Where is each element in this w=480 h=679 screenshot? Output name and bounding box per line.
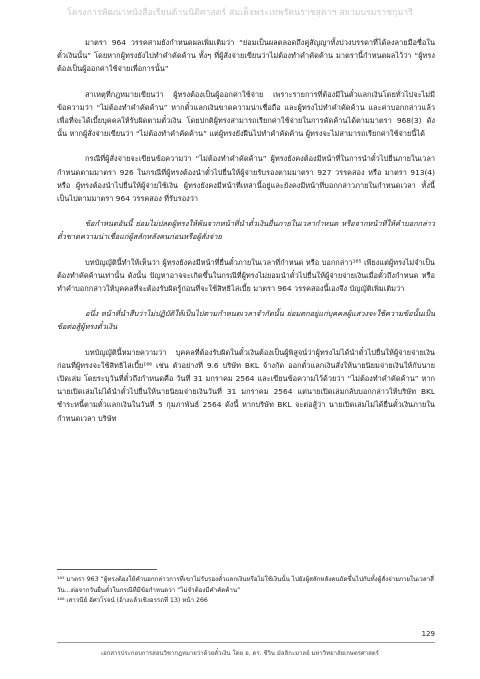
- page-body: [57, 36, 435, 437]
- paragraph-5: บทบัญญัตินี้หมายความว่า บุคคลที่ต้องรับผิดในตั๋วเงินต้องเป็นผู้พิสูจน์ว่าผู้ทรงไม่ได้นำตั๋วไปยื่นให้ผู้จ่ายจ่ายเงินก่อนที่ผู้ทรงจะใช้สิทธิไล่เบี้ย¹⁶⁶ เช่น ตัวอย่างที่ 9.6 บริษัท BKL จ้างกัด ออกตั๋วแลกเงินสั่งให้นายนิยมจ่ายเงินให้กับนายเปิดเล่ม โดยระบุวันที่ตั๋วถึงกำหนดคือ วันที่ 31 มกราคม 2564 และเขียนข้อความไว้ด้วยว่า “ไม่ต้องทำคำคัดค้าน” หากนายเปิดเล่มไม่ได้นำตั๋วไปยื่นให้นายนิยมจ่ายเงินวันที่ 31 มกราคม 2564 แต่นายเปิดเล่มกลับบอกกล่าวให้บริษัท BKL ชำระหนี้ตามตั๋วแลกเงินในวันที่ 5 กุมภาพันธ์ 2564 ดังนี้ หากบริษัท BKL จะต่อสู้ว่า นายเปิดเล่มไม่ได้ยื่นตั๋วเงินภายในกำหนดเวลา บริษัท: [57, 347, 435, 423]
- footnote-divider: [57, 569, 157, 570]
- paragraph-2: สาเหตุที่กฎหมายเขียนว่า ผู้ทรงต้องเป็นผู้ออกค่าใช้จ่าย เพราะรายการที่ต้องมีในตั๋วแลกเงินโดยทั่วไปจะไม่มีข้อความว่า “ไม่ต้องทำคำคัดค้าน” หากตั๋วแลกเงินขาดความน่าเชื่อถือ และผู้ทรงไปทำคำคัดค้าน และค่าบอกกล่าวแล้ว เพื่อที่จะได้เบี้ยบุคคลให้รับผิดตามตั๋วเงิน โดยปกติผู้ทรงสามารถเรียกค่าใช้จ่ายในการคัดค้านได้ตามมาตรา 968(3) ดังนั้น หากผู้สั่งจ่ายเขียนว่า “ไม่ต้องทำคำคัดค้าน” แต่ผู้ทรงยังฝืนไปทำคำคัดค้าน ผู้ทรงจะไม่สามารถเรียกค่าใช้จ่ายนี้ได้: [57, 89, 435, 139]
- header-watermark: โครงการพัฒนาหนังสือเรียนด้านนิติศาสตร์ สมเด็จพระเทพรัตนราชสุดาฯ สยามบรมราชกุมารี: [67, 8, 413, 18]
- quote-1: ข้อกำหนดอันนี้ ย่อมไม่ปลดผู้ทรงให้พ้นจากหน้าที่นำตั๋วเงินยื่นภายในเวลากำหนด หรือจากหน้าที่ให้คำบอกกล่าวตั๋วขาดความน่าเชื่อแก่ผู้สลักหลังคนก่อนหรือผู้สั่งจ่าย: [57, 219, 435, 242]
- paragraph-3: กรณีที่ผู้สั่งจ่ายจะเขียนข้อความว่า “ไม่ต้องทำคำคัดค้าน” ผู้ทรงยังคงต้องมีหน้าที่ในการนำตั๋วไปยื่นภายในเวลากำหนดตามมาตรา 926 ในกรณีที่ผู้ทรงต้องนำตั๋วไปยื่นให้ผู้จ่ายรับรองตามมาตรา 927 วรรคสอง หรือ มาตรา 913(4) หรือ ผู้ทรงต้องนำไปยื่นให้ผู้จ่ายใช้เงิน ผู้ทรงยังคงมีหน้าที่เหล่านี้อยู่และยังคงมีหน้าที่บอกกล่าวภายในกำหนดเวลา ทั้งนี้เป็นไปตามมาตรา 964 วรรคสอง ที่รับรองว่า: [57, 154, 435, 204]
- footnotes: [57, 575, 435, 607]
- page-footer: เอกสารประกอบการสอนวิชากฎหมายว่าด้วยตั๋วเงิน โดย อ. ดร. ชีวิน มัลลิกะมาลย์ มหาวิทยาลัยเกษตรศาสตร์: [101, 650, 379, 657]
- footnote-165: ¹⁶⁵ มาตรา 963 “ผู้ทรงต้องให้คำบอกกล่าวการที่เขาไม่รับรองตั๋วแลกเงินหรือไม่ใช้เงินนั้น ไปยังผู้สลักหลังคนถัดขึ้นไปกับทั้งผู้สั่งจ่ายภายในเวลาสี่วัน…ต่อจากวันยื่นตั๋วในกรณีที่มีข้อกำหนดว่า “ไม่จำต้องมีคำคัดค้าน”: [57, 576, 434, 594]
- page-number: 129: [421, 630, 435, 638]
- footer-divider: [57, 642, 435, 643]
- paragraph-1: มาตรา 964 วรรคสามยังกำหนดผลเพิ่มเติมว่า “ย่อมเป็นผลตลอดถึงคู่สัญญาทั้งปวงบรรดาที่ได้ลงลายมือชื่อในตั๋วเงินนั้น” โดยหากผู้ทรงยังไปทำคำคัดค้าน ทั้งๆ ที่ผู้สั่งจ่ายเขียนว่าไม่ต้องทำคำคัดค้าน มาตรานี้กำหนดผลไว้ว่า “ผู้ทรงต้องเป็นผู้ออกค่าใช้จ่ายเพื่อการนั้น”: [57, 38, 435, 74]
- footnote-166: ¹⁶⁶ เสาวนีย์ อัศวโรจน์ (อ้างแล้วเชิงอรรถที่ 13) หน้า 266: [57, 597, 208, 604]
- quote-2: อนึ่ง หน้าที่นำสืบว่าไม่ปฏิบัติให้เป็นไปตามกำหนดเวลาจำกัดนั้น ย่อมตกอยู่แก่บุคคลผู้แสวงจะใช้ความข้อนั้นเป็นข้อต่อสู้ผู้ทรงตั๋วเงิน: [57, 309, 435, 332]
- paragraph-4: บทบัญญัตินี้ทำให้เห็นว่า ผู้ทรงยังคงมีหน้าที่ยื่นตั๋วภายในเวลาที่กำหนด หรือ บอกกล่าว¹⁶⁵ เพียงแต่ผู้ทรงไม่จำเป็นต้องทำคัดค้านเท่านั้น ดังนั้น ปัญหาอาจจะเกิดขึ้นในกรณีที่ผู้ทรงไม่ยอมนำตั๋วไปยื่นให้ผู้จ่ายจ่ายเงินเมื่อตั๋วถึงกำหนด หรือ ทำคำบอกกล่าวให้บุคคลที่จะต้องรับผิดรู้ก่อนที่จะใช้สิทธิไล่เบี้ย มาตรา 964 วรรคสองนี้เองจึง บัญญัติเพิ่มเติมว่า: [57, 257, 435, 294]
